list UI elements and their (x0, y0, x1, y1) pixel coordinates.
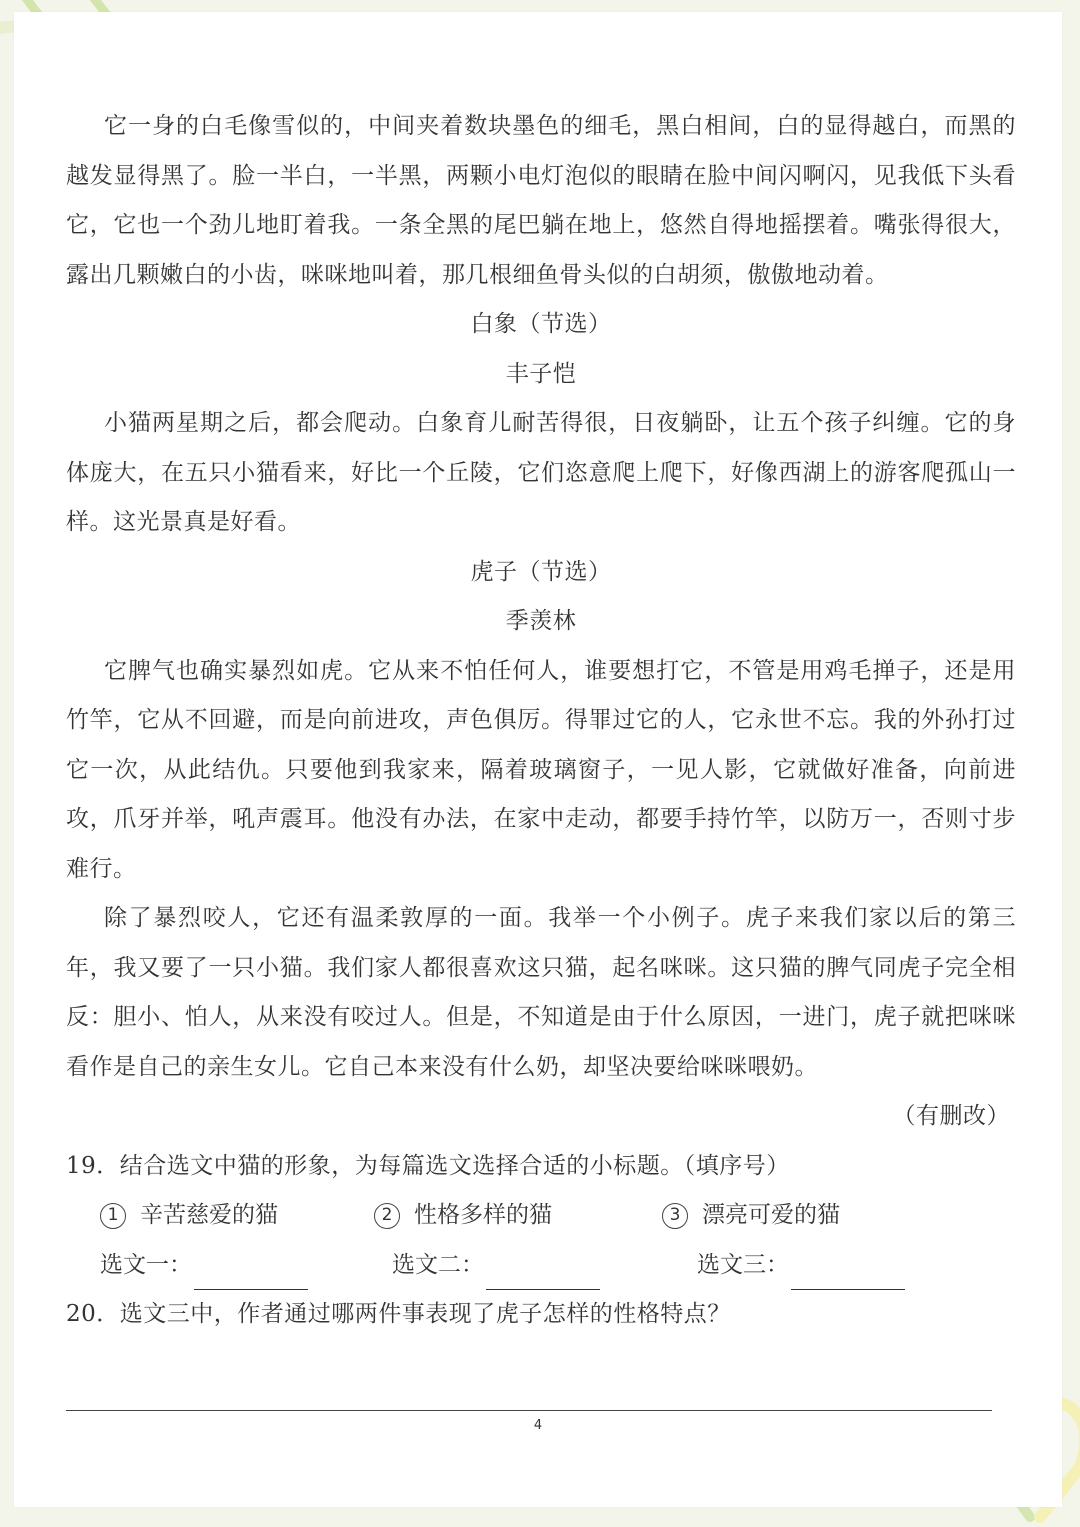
question-19: 19．结合选文中猫的形象，为每篇选文选择合适的小标题。（填序号） (66, 1152, 790, 1179)
passage2-author: 丰子恺 (505, 360, 577, 387)
passage3-paragraph-1: 它脾气也确实暴烈如虎。它从来不怕任何人，谁要想打它，不管是用鸡毛掸子，还是用竹竿，它从不回避，而是向前进攻，声色俱厉。得罪过它的人，它永世不忘。我的外孙打过它一次，从此结仇。只要他到我家来，隔着玻璃窗子，一见人影，它就做好准备，向前进攻，爪牙并举，吼声震耳。他没有办法，在家中走动，都要手持竹竿，以防万一，否则寸步难行。 (66, 657, 1016, 882)
option-2-number: 2 (374, 1203, 400, 1229)
blank-passage-2-label: 选文二： (392, 1251, 484, 1278)
passage3-author: 季羡林 (505, 608, 577, 634)
passage3-note: （有删改） (892, 1103, 1010, 1129)
blank-passage-2-line[interactable] (486, 1259, 600, 1290)
blank-passage-2 (392, 1241, 697, 1291)
passage2-paragraph: 小猫两星期之后，都会爬动。白象育儿耐苦得很，日夜躺卧，让五个孩子纠缠。它的身体庞大，在五只小猫看来，好比一个丘陵，它们恣意爬上爬下，好像西湖上的游客爬孤山一样。这光景真是好看。 (66, 410, 1016, 535)
blank-passage-1-line[interactable] (194, 1259, 308, 1290)
blank-passage-3-label: 选文三： (697, 1251, 789, 1278)
page-content (66, 102, 1016, 1340)
passage3-title: 虎子（节选） (470, 558, 612, 585)
blank-passage-3 (697, 1241, 905, 1291)
option-1-label: 辛苦慈爱的猫 (140, 1202, 278, 1228)
passage3-paragraph-2: 除了暴烈咬人，它还有温柔敦厚的一面。我举一个小例子。虎子来我们家以后的第三年，我又要了一只小猫。我们家人都很喜欢这只猫，起名咪咪。这只猫的脾气同虎子完全相反：胆小、怕人，从来没有咬过人。但是，不知道是由于什么原因，一进门，虎子就把咪咪看作是自己的亲生女儿。它自己本来没有什么奶，却坚决要给咪咪喂奶。 (66, 905, 1016, 1080)
option-3-number: 3 (662, 1203, 688, 1229)
passage2-title: 白象（节选） (470, 311, 612, 337)
blank-passage-1 (100, 1241, 392, 1291)
option-3-label: 漂亮可爱的猫 (702, 1202, 840, 1228)
page-number: 4 (533, 1418, 543, 1433)
passage1-paragraph: 它一身的白毛像雪似的，中间夹着数块墨色的细毛，黑白相间，白的显得越白，而黑的越发显得黑了。脸一半白，一半黑，两颗小电灯泡似的眼睛在脸中间闪啊闪，见我低下头看它，它也一个劲儿地盯着我。一条全黑的尾巴躺在地上，悠然自得地摇摆着。嘴张得很大，露出几颗嫩白的小齿，咪咪地叫着，那几根细鱼骨头似的白胡须，傲傲地动着。 (66, 113, 1016, 288)
option-3 (662, 1191, 840, 1241)
blank-passage-3-line[interactable] (791, 1259, 905, 1290)
question-19-answer-blanks (66, 1241, 1016, 1291)
option-1-number: 1 (100, 1203, 126, 1229)
option-2 (374, 1191, 662, 1241)
blank-passage-1-label: 选文一： (100, 1251, 192, 1278)
option-1 (100, 1191, 374, 1241)
option-2-label: 性格多样的猫 (414, 1202, 552, 1228)
question-20: 20．选文三中，作者通过哪两件事表现了虎子怎样的性格特点？ (66, 1301, 731, 1327)
answer-line[interactable] (66, 1410, 992, 1411)
question-19-options (66, 1191, 1016, 1241)
document-page (14, 12, 1062, 1507)
